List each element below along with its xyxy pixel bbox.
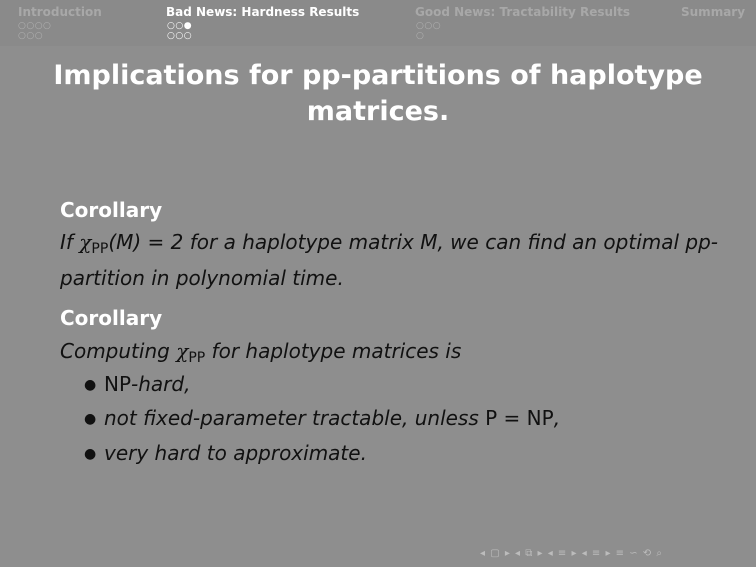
item-text: -hard, <box>131 372 191 396</box>
chi-subscript: PP <box>91 241 109 257</box>
corollary-2-suffix: for haplotype matrices is <box>205 339 462 363</box>
np-term: NP <box>104 372 132 396</box>
bullet-icon: ● <box>84 377 97 393</box>
item-text: very hard to approximate. <box>104 441 367 465</box>
headline-navigation <box>0 0 756 46</box>
list-item <box>84 372 190 396</box>
chi-symbol: χ <box>79 230 92 254</box>
bullet-icon: ● <box>84 411 97 427</box>
section-summary[interactable]: Summary <box>681 5 746 19</box>
chi-subscript: PP <box>188 350 206 366</box>
subsection-dots-good-news-2[interactable]: ○ <box>416 31 425 41</box>
section-good-news[interactable]: Good News: Tractability Results <box>415 5 631 19</box>
section-bad-news[interactable]: Bad News: Hardness Results <box>166 5 360 19</box>
subsection-dots-bad-news-1[interactable]: ○○● <box>167 21 193 31</box>
subsection-dots-introduction-1[interactable]: ○○○○ <box>18 21 52 31</box>
subsection-dots-introduction-2[interactable]: ○○○ <box>18 31 44 41</box>
item-end: , <box>553 406 561 430</box>
p-equals-np: P = NP <box>485 406 554 430</box>
corollary-2-body <box>60 337 720 373</box>
chi-symbol: χ <box>176 339 189 363</box>
beamer-navigation-symbols[interactable]: ◂ ▢ ▸ ◂ ⧉ ▸ ◂ ≡ ▸ ◂ ≡ ▸ ≡ ∽ ⟲ ⌕ <box>480 548 663 559</box>
corollary-1-prefix: If <box>60 230 80 254</box>
corollary-1-text: for a haplotype matrix M, we can find an optimal pp-partition in polynomial time. <box>60 230 719 290</box>
item-text: not fixed-parameter tractable, unless <box>104 406 486 430</box>
corollary-2-prefix: Computing <box>60 339 177 363</box>
corollary-1-heading: Corollary <box>60 198 163 222</box>
list-item <box>84 441 367 465</box>
slide-title: Implications for pp-partitions of haplotype matrices. <box>53 60 703 127</box>
subsection-dots-good-news-1[interactable]: ○○○ <box>416 21 442 31</box>
section-introduction[interactable]: Introduction <box>18 5 102 19</box>
subsection-dots-bad-news-2[interactable]: ○○○ <box>167 31 193 41</box>
corollary-1-body <box>60 228 720 293</box>
corollary-1-expression: (M) = 2 <box>108 230 184 254</box>
corollary-2-heading: Corollary <box>60 306 163 330</box>
bullet-icon: ● <box>84 446 97 462</box>
list-item <box>84 406 560 430</box>
